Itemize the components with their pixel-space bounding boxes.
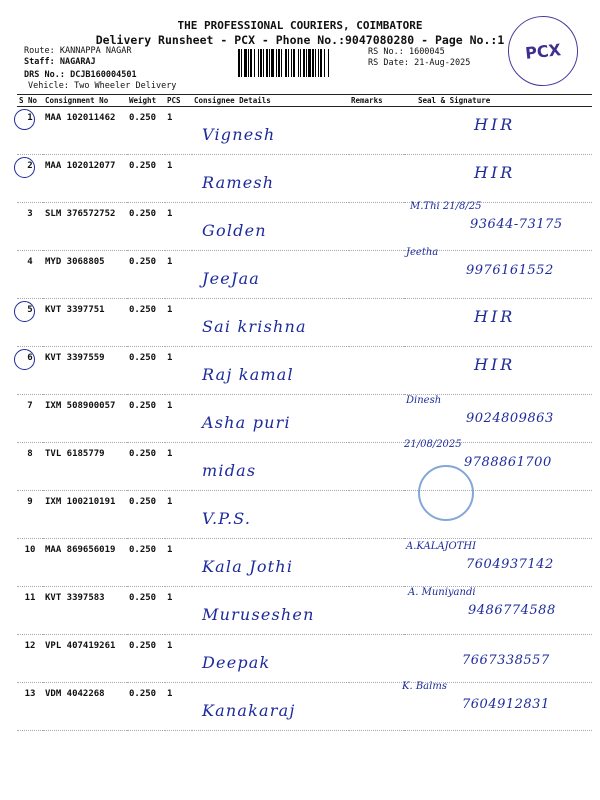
consignment-text: SLM 376572752 — [45, 209, 116, 219]
pcs-cell — [165, 203, 192, 251]
table-row — [17, 635, 592, 683]
handwritten-hir: HIR — [474, 307, 516, 326]
weight-cell — [127, 203, 165, 251]
weight-cell — [127, 491, 165, 539]
rs-date-line: RS Date: 21-Aug-2025 — [368, 58, 471, 68]
handwritten-consignee: Golden — [202, 221, 267, 240]
remarks-cell — [349, 587, 404, 635]
signature-cell — [404, 491, 592, 539]
table-row — [17, 395, 592, 443]
route-value: KANNAPPA NAGAR — [59, 46, 132, 56]
handwritten-phone: 7604937142 — [466, 557, 554, 572]
pcs-cell — [165, 347, 192, 395]
signature-cell — [404, 347, 592, 395]
handwritten-phone: 93644-73175 — [470, 217, 563, 232]
weight-cell — [127, 539, 165, 587]
weight-text: 0.250 — [129, 689, 157, 699]
pcs-cell — [165, 107, 192, 155]
company-title: THE PROFESSIONAL COURIERS, COIMBATORE — [177, 19, 423, 32]
weight-cell — [127, 635, 165, 683]
table-row — [17, 299, 592, 347]
handwritten-consignee: V.P.S. — [202, 509, 252, 528]
signature-cell — [404, 635, 592, 683]
sno-text: 7 — [27, 401, 33, 411]
weight-text: 0.250 — [129, 497, 157, 507]
handwritten-signature: Dinesh — [406, 395, 442, 406]
weight-text: 0.250 — [129, 449, 157, 459]
consignment-cell — [43, 107, 127, 155]
consignment-cell — [43, 347, 127, 395]
consignee-cell — [192, 347, 349, 395]
remarks-cell — [349, 107, 404, 155]
sno-text: 9 — [27, 497, 33, 507]
pcs-cell — [165, 251, 192, 299]
weight-text: 0.250 — [129, 545, 157, 555]
pcs-text: 1 — [167, 305, 173, 315]
col-remarks: Remarks — [349, 95, 404, 107]
table-row — [17, 491, 592, 539]
weight-cell — [127, 299, 165, 347]
consignment-text: VPL 407419261 — [45, 641, 116, 651]
pcs-text: 1 — [167, 161, 173, 171]
remarks-cell — [349, 683, 404, 731]
sno-cell — [17, 155, 43, 203]
weight-cell — [127, 107, 165, 155]
handwritten-signature: K. Balms — [402, 681, 447, 692]
pcs-cell — [165, 443, 192, 491]
sno-text: 8 — [27, 449, 33, 459]
consignment-text: KVT 3397583 — [45, 593, 105, 603]
remarks-cell — [349, 491, 404, 539]
pcs-text: 1 — [167, 593, 173, 603]
drs-line: DRS No.: DCJB160004501 — [24, 70, 137, 80]
pcs-text: 1 — [167, 209, 173, 219]
handwritten-phone: 9788861700 — [464, 455, 552, 470]
handwritten-phone: 9976161552 — [466, 263, 554, 278]
weight-text: 0.250 — [129, 353, 157, 363]
consignment-text: KVT 3397559 — [45, 353, 105, 363]
remarks-cell — [349, 347, 404, 395]
delivered-mark-circle — [14, 349, 35, 370]
table-row — [17, 203, 592, 251]
pcs-text: 1 — [167, 689, 173, 699]
pcs-cell — [165, 587, 192, 635]
sno-text: 10 — [24, 545, 36, 555]
handwritten-consignee: JeeJaa — [202, 269, 261, 288]
signature-cell — [404, 155, 592, 203]
pcs-text: 1 — [167, 353, 173, 363]
col-weight: Weight — [127, 95, 165, 107]
weight-text: 0.250 — [129, 641, 157, 651]
weight-text: 0.250 — [129, 161, 157, 171]
signature-cell — [404, 587, 592, 635]
consignment-text: KVT 3397751 — [45, 305, 105, 315]
remarks-cell — [349, 635, 404, 683]
weight-cell — [127, 347, 165, 395]
route-line: Route: KANNAPPA NAGAR — [24, 46, 132, 56]
consignee-cell — [192, 539, 349, 587]
table-row — [17, 155, 592, 203]
consignment-text: TVL 6185779 — [45, 449, 105, 459]
drs-value: DCJB160004501 — [70, 70, 137, 80]
pcs-text: 1 — [167, 401, 173, 411]
signature-cell — [404, 107, 592, 155]
pcs-cell — [165, 539, 192, 587]
consignment-text: MAA 102012077 — [45, 161, 116, 171]
col-consignee: Consignee Details — [192, 95, 349, 107]
weight-cell — [127, 587, 165, 635]
sno-text: 1 — [27, 113, 33, 123]
consignee-cell — [192, 251, 349, 299]
staff-value: NAGARAJ — [59, 57, 96, 67]
weight-text: 0.250 — [129, 209, 157, 219]
table-row — [17, 587, 592, 635]
consignee-cell — [192, 443, 349, 491]
signature-cell — [404, 395, 592, 443]
pcs-cell — [165, 491, 192, 539]
pcs-text: 1 — [167, 113, 173, 123]
sno-cell — [17, 203, 43, 251]
runsheet-table — [17, 94, 592, 731]
remarks-cell — [349, 539, 404, 587]
handwritten-signature: M.Thi 21/8/25 — [410, 201, 482, 212]
weight-cell — [127, 251, 165, 299]
table-row — [17, 539, 592, 587]
consignment-cell — [43, 299, 127, 347]
consignment-cell — [43, 491, 127, 539]
consignment-cell — [43, 251, 127, 299]
remarks-cell — [349, 251, 404, 299]
table-row — [17, 347, 592, 395]
sno-cell — [17, 539, 43, 587]
consignee-cell — [192, 299, 349, 347]
sno-cell — [17, 587, 43, 635]
remarks-cell — [349, 395, 404, 443]
delivered-mark-circle — [14, 301, 35, 322]
table-row — [17, 683, 592, 731]
col-consignment: Consignment No — [43, 95, 127, 107]
consignee-cell — [192, 587, 349, 635]
remarks-cell — [349, 443, 404, 491]
handwritten-phone: 7604912831 — [462, 697, 550, 712]
table-row — [17, 107, 592, 155]
handwritten-hir: HIR — [474, 163, 516, 182]
remarks-cell — [349, 299, 404, 347]
rs-no-line: RS No.: 1600045 — [368, 47, 445, 57]
handwritten-hir: HIR — [474, 355, 516, 374]
handwritten-consignee: Raj kamal — [202, 365, 294, 384]
weight-text: 0.250 — [129, 401, 157, 411]
pcs-cell — [165, 299, 192, 347]
handwritten-consignee: midas — [202, 461, 257, 480]
handwritten-consignee: Muruseshen — [202, 605, 315, 624]
weight-cell — [127, 443, 165, 491]
sno-cell — [17, 251, 43, 299]
pcs-cell — [165, 635, 192, 683]
handwritten-consignee: Deepak — [202, 653, 271, 672]
consignment-cell — [43, 683, 127, 731]
vehicle-line: Vehicle: Two Wheeler Delivery — [28, 81, 177, 91]
handwritten-consignee: Vignesh — [202, 125, 276, 144]
weight-text: 0.250 — [129, 257, 157, 267]
handwritten-phone: 9024809863 — [466, 411, 554, 426]
consignee-cell — [192, 203, 349, 251]
handwritten-consignee: Kala Jothi — [202, 557, 294, 576]
barcode — [238, 49, 363, 77]
company-seal-stamp — [418, 465, 474, 521]
delivered-mark-circle — [14, 157, 35, 178]
table-row — [17, 251, 592, 299]
sno-text: 13 — [24, 689, 36, 699]
pcs-text: 1 — [167, 449, 173, 459]
weight-text: 0.250 — [129, 113, 157, 123]
staff-line: Staff: NAGARAJ — [24, 57, 96, 67]
runsheet-title: Delivery Runsheet - PCX - Phone No.:9047080280 - Page No.:1 — [95, 33, 505, 47]
consignment-cell — [43, 155, 127, 203]
pcs-text: 1 — [167, 257, 173, 267]
table-row — [17, 443, 592, 491]
signature-cell — [404, 683, 592, 731]
pcs-text: 1 — [167, 497, 173, 507]
sno-text: 3 — [27, 209, 33, 219]
remarks-cell — [349, 155, 404, 203]
consignee-cell — [192, 635, 349, 683]
delivered-mark-circle — [14, 109, 35, 130]
handwritten-consignee: Ramesh — [202, 173, 275, 192]
consignee-cell — [192, 395, 349, 443]
sno-cell — [17, 635, 43, 683]
pcs-cell — [165, 155, 192, 203]
pcs-text: 1 — [167, 545, 173, 555]
col-seal-signature: Seal & Signature — [404, 95, 592, 107]
weight-text: 0.250 — [129, 593, 157, 603]
pcx-stamp: PCX — [505, 13, 582, 90]
consignment-text: MAA 102011462 — [45, 113, 116, 123]
consignee-cell — [192, 683, 349, 731]
handwritten-consignee: Sai krishna — [202, 317, 307, 336]
weight-cell — [127, 683, 165, 731]
consignment-text: MAA 869656019 — [45, 545, 116, 555]
pcs-cell — [165, 683, 192, 731]
consignment-cell — [43, 203, 127, 251]
handwritten-consignee: Kanakaraj — [202, 701, 296, 720]
consignment-cell — [43, 443, 127, 491]
pcs-cell — [165, 395, 192, 443]
handwritten-phone: 9486774588 — [468, 603, 556, 618]
sno-cell — [17, 299, 43, 347]
rs-no-value: 1600045 — [408, 47, 445, 57]
consignment-cell — [43, 635, 127, 683]
consignee-cell — [192, 491, 349, 539]
pcs-text: 1 — [167, 641, 173, 651]
consignment-text: MYD 3068805 — [45, 257, 105, 267]
weight-cell — [127, 395, 165, 443]
sno-text: 4 — [27, 257, 33, 267]
consignee-cell — [192, 155, 349, 203]
signature-cell — [404, 203, 592, 251]
handwritten-consignee: Asha puri — [202, 413, 291, 432]
handwritten-signature: A. Muniyandi — [408, 587, 476, 598]
consignee-cell — [192, 107, 349, 155]
sno-cell — [17, 443, 43, 491]
consignment-cell — [43, 587, 127, 635]
sno-text: 2 — [27, 161, 33, 171]
consignment-cell — [43, 395, 127, 443]
vehicle-value: Two Wheeler Delivery — [74, 81, 177, 91]
col-pcs: PCS — [165, 95, 192, 107]
sno-cell — [17, 347, 43, 395]
weight-text: 0.250 — [129, 305, 157, 315]
sno-text: 5 — [27, 305, 33, 315]
sno-cell — [17, 683, 43, 731]
sno-text: 12 — [24, 641, 36, 651]
handwritten-phone: 7667338557 — [462, 653, 550, 668]
handwritten-signature: Jeetha — [406, 247, 439, 258]
sno-cell — [17, 395, 43, 443]
sno-text: 6 — [27, 353, 33, 363]
weight-cell — [127, 155, 165, 203]
rs-date-value: 21-Aug-2025 — [414, 58, 471, 68]
signature-cell — [404, 247, 592, 299]
sno-cell — [17, 107, 43, 155]
remarks-cell — [349, 203, 404, 251]
col-sno: S No — [17, 95, 43, 107]
handwritten-signature: 21/08/2025 — [404, 439, 462, 450]
sno-text: 11 — [24, 593, 36, 603]
consignment-cell — [43, 539, 127, 587]
sno-cell — [17, 491, 43, 539]
handwritten-signature: A.KALAJOTHI — [406, 541, 477, 552]
handwritten-hir: HIR — [474, 115, 516, 134]
signature-cell — [404, 539, 592, 587]
signature-cell — [404, 299, 592, 347]
consignment-text: IXM 508900057 — [45, 401, 116, 411]
table-header-row — [17, 95, 592, 107]
consignment-text: IXM 100210191 — [45, 497, 116, 507]
consignment-text: VDM 4042268 — [45, 689, 105, 699]
